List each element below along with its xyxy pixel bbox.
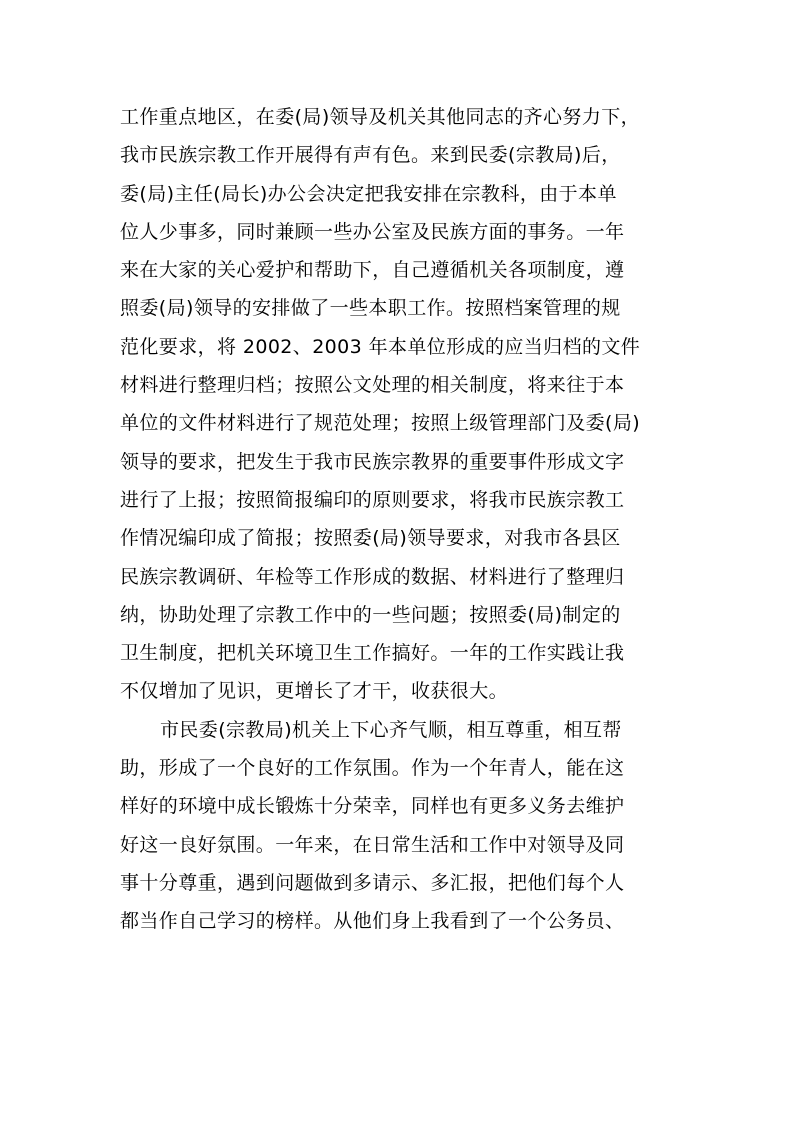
text-line: 位人少事多，同时兼顾一些办公室及民族方面的事务。一年 <box>120 220 625 243</box>
text-line: 卫生制度，把机关环境卫生工作搞好。一年的工作实践让我 <box>120 642 625 665</box>
text-line: 来在大家的关心爱护和帮助下，自己遵循机关各项制度，遵 <box>120 259 625 282</box>
text-line: 纳，协助处理了宗教工作中的一些问题；按照委(局)制定的 <box>120 603 621 626</box>
paragraph-start-line: 市民委(宗教局)机关上下心齐气顺，相互尊重，相互帮 <box>160 718 622 741</box>
text-line: 照委(局)领导的安排做了一些本职工作。按照档案管理的规 <box>120 297 621 320</box>
text-line: 都当作自己学习的榜样。从他们身上我看到了一个公务员、 <box>120 910 625 933</box>
text-line: 好这一良好氛围。一年来，在日常生活和工作中对领导及同 <box>120 833 625 856</box>
text-line: 助，形成了一个良好的工作氛围。作为一个年青人，能在这 <box>120 757 625 780</box>
text-line: 进行了上报；按照简报编印的原则要求，将我市民族宗教工 <box>120 488 625 511</box>
text-line: 样好的环境中成长锻炼十分荣幸，同样也有更多义务去维护 <box>120 795 625 818</box>
text-line: 材料进行整理归档；按照公文处理的相关制度，将来往于本 <box>120 374 625 397</box>
text-line: 我市民族宗教工作开展得有声有色。来到民委(宗教局)后， <box>120 144 621 167</box>
text-line: 工作重点地区，在委(局)领导及机关其他同志的齐心努力下， <box>120 106 641 128</box>
text-line: 民族宗教调研、年检等工作形成的数据、材料进行了整理归 <box>120 565 625 588</box>
text-line: 领导的要求，把发生于我市民族宗教界的重要事件形成文字 <box>120 450 625 473</box>
text-line: 不仅增加了见识，更增长了才干，收获很大。 <box>120 680 509 703</box>
text-line: 委(局)主任(局长)办公会决定把我安排在宗教科，由于本单 <box>120 182 617 205</box>
text-line: 范化要求，将 2002、2003 年本单位形成的应当归档的文件 <box>120 335 641 358</box>
text-line: 单位的文件材料进行了规范处理；按照上级管理部门及委(局) <box>120 412 641 435</box>
text-line: 作情况编印成了简报；按照委(局)领导要求，对我市各县区 <box>120 527 621 550</box>
body-text <box>120 98 680 941</box>
text-line: 事十分尊重，遇到问题做到多请示、多汇报，把他们每个人 <box>120 871 625 894</box>
